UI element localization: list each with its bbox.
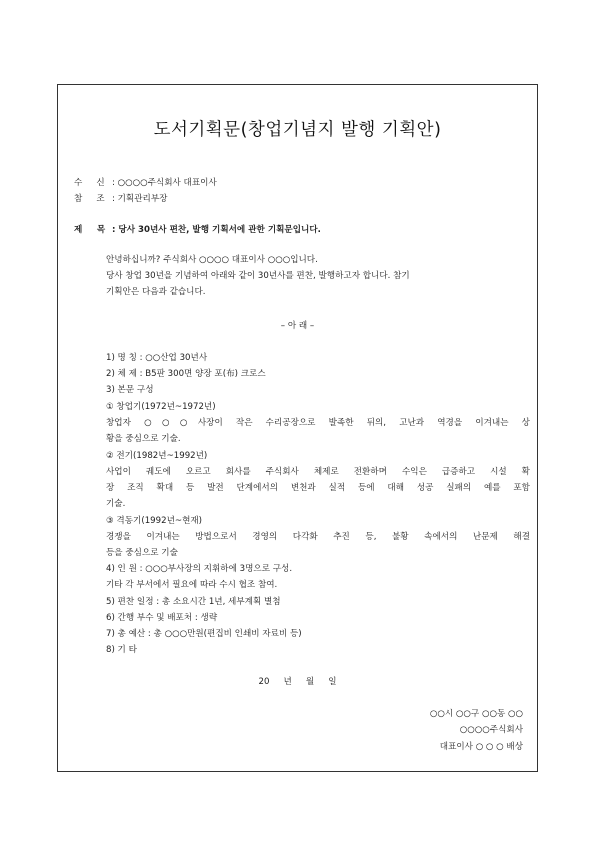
recipient-label: 수 신 bbox=[74, 178, 105, 188]
personnel-note: 기타 각 부서에서 필요에 따라 수시 협조 참여. bbox=[106, 580, 278, 590]
subject-value: : 당사 30년사 편찬, 발행 기획서에 관한 기획문입니다. bbox=[112, 225, 321, 235]
sender-ceo: 대표이사 ○ ○ ○ 배상 bbox=[439, 742, 523, 752]
reference-label: 참 조 bbox=[74, 194, 105, 204]
subject-label: 제 목 bbox=[74, 225, 106, 235]
below-heading: – 아 래 – bbox=[280, 321, 315, 331]
subject-line bbox=[74, 225, 321, 236]
reference-line bbox=[74, 194, 167, 205]
founding-desc-line-2: 황을 중심으로 기술. bbox=[106, 434, 181, 444]
recipient-line bbox=[74, 178, 217, 189]
greeting: 안녕하십니까? 주식회사 ○○○○ 대표이사 ○○○입니다. bbox=[106, 255, 318, 265]
item-early-period: ② 전기(1982년~1992년) bbox=[106, 451, 208, 461]
item-schedule: 5) 편찬 일정 : 총 소요시간 1년, 세부계획 별첨 bbox=[106, 597, 281, 607]
document-title: 도서기획문(창업기념지 발행 기획안) bbox=[153, 120, 442, 140]
item-other: 8) 기 타 bbox=[106, 645, 137, 655]
item-name: 1) 명 칭 : ○○산업 30년사 bbox=[106, 353, 208, 363]
sender-address: ○○시 ○○구 ○○동 ○○ bbox=[429, 709, 523, 719]
item-format: 2) 체 제 : B5판 300면 양장 포(布) 크로스 bbox=[106, 369, 266, 379]
sender-company: ○○○○주식회사 bbox=[459, 725, 523, 735]
turbulent-desc-line-1: 경쟁을 이겨내는 방법으로서 경영의 다각화 추진 등, 불황 속에서의 난문제 해결 bbox=[106, 532, 530, 542]
intro-line-2: 기획안은 다음과 같습니다. bbox=[106, 287, 206, 297]
early-desc-line-2: 장 조직 확대 등 발전 단계에서의 변천과 실적 등에 대해 성공 실패의 예를 포함 bbox=[106, 483, 530, 493]
item-distribution: 6) 간행 부수 및 배포처 : 생략 bbox=[106, 613, 218, 623]
early-desc-line-3: 기술. bbox=[106, 499, 126, 509]
recipient-value: : ○○○○주식회사 대표이사 bbox=[112, 178, 217, 188]
item-founding-period: ① 창업기(1972년~1972년) bbox=[106, 402, 216, 412]
intro-line-1: 당사 창업 30년을 기념하여 아래와 같이 30년사를 편찬, 발행하고자 합니다. 참기 bbox=[106, 271, 410, 281]
item-personnel: 4) 인 원 : ○○○부사장의 지휘하에 3명으로 구성. bbox=[106, 564, 293, 574]
item-content-structure: 3) 본문 구성 bbox=[106, 385, 154, 395]
early-desc-line-1: 사업이 궤도에 오르고 회사를 주식회사 체제로 전환하며 수익은 급증하고 시설 확 bbox=[106, 467, 530, 477]
turbulent-desc-line-2: 등을 중심으로 기술 bbox=[106, 548, 178, 558]
item-turbulent-period: ③ 격동기(1992년~현재) bbox=[106, 516, 203, 526]
founding-desc-line-1: 창업자 ○○○사장이 작은 수리공장으로 발족한 뒤의, 고난과 역경을 이겨내는 상 bbox=[106, 418, 530, 428]
reference-value: : 기획관리부장 bbox=[112, 194, 168, 204]
document-date: 20 년 월 일 bbox=[258, 677, 337, 687]
item-budget: 7) 총 예산 : 총 ○○○만원(편집비 인쇄비 자료비 등) bbox=[106, 629, 302, 639]
